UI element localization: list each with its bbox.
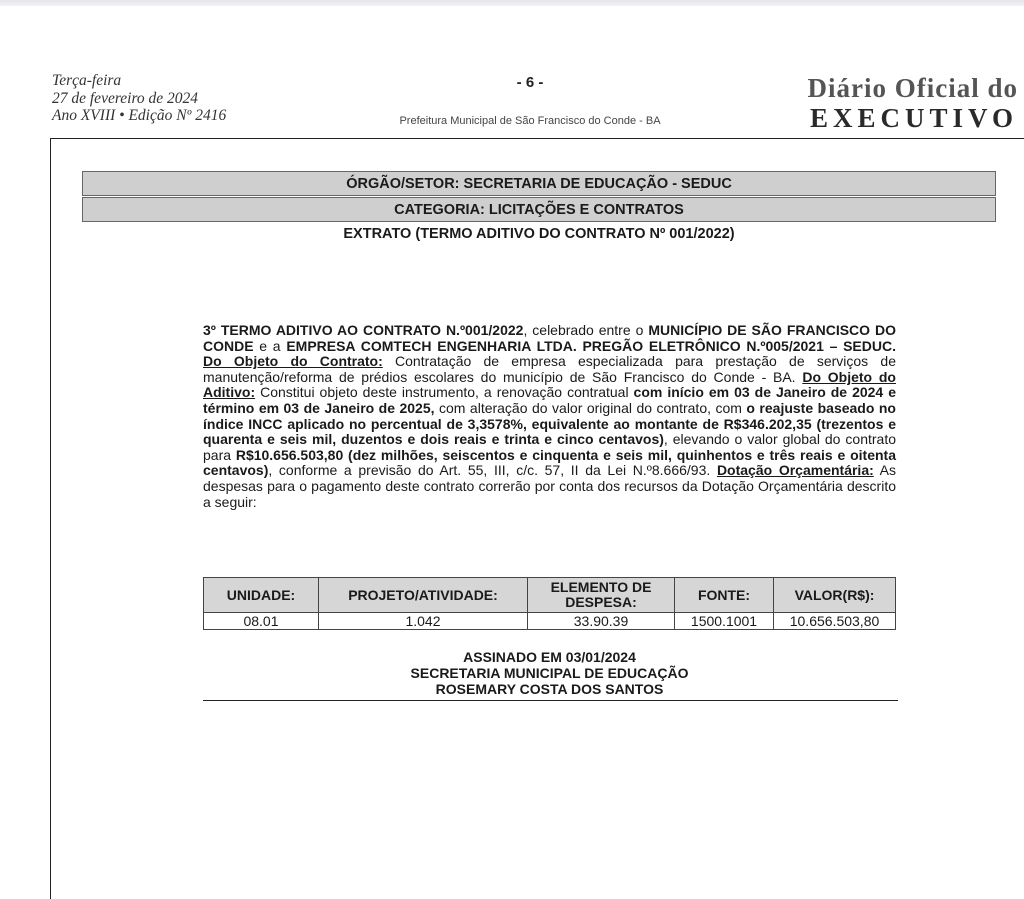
- municipality-name: Prefeitura Municipal de São Francisco do Conde - BA: [399, 115, 661, 127]
- publication-brand: [808, 73, 1018, 133]
- body-text-segment: e a: [253, 337, 287, 354]
- body-text-segment: , celebrado entre o: [523, 322, 649, 338]
- contract-extract-body: [203, 323, 896, 510]
- table-cell: 08.01: [204, 613, 319, 630]
- budget-allocation-table: [203, 577, 896, 630]
- contract-object-label: Do Objeto do Contrato:: [203, 353, 383, 370]
- table-header-cell: FONTE:: [675, 578, 774, 613]
- table-header-row: [204, 578, 896, 613]
- header-weekday: Terça-feira: [52, 72, 122, 89]
- table-row: [204, 613, 896, 630]
- budget-allocation-label: Dotação Orçamentária:: [716, 462, 874, 479]
- body-text-segment: , conforme a previsão do Art. 55, III, c/c. 57, II da Lei N.º8.666/93.: [268, 462, 717, 479]
- extract-title: EXTRATO (TERMO ADITIVO DO CONTRATO Nº 001/2022): [343, 226, 735, 242]
- body-text-segment: As despesas para o pagamento deste contrato correrão por conta dos recursos da Dotação Orçamentária descrito a seguir:: [203, 462, 896, 510]
- readjustment-clause: o reajuste baseado no índice INCC aplicado no percentual de 3,3578%, equivalente ao montante de R$346.202,35 (trezentos e quarenta e seis mil, duzentos e dois reais e trinta e cinco centavos): [203, 399, 896, 448]
- page-number: - 6 -: [516, 74, 544, 91]
- body-text-segment: , elevando o valor global do contrato para: [203, 431, 896, 463]
- municipality-party: MUNICÍPIO DE SÃO FRANCISCO DO CONDE: [203, 322, 896, 354]
- brand-title-top: Diário Oficial do: [807, 73, 1018, 103]
- table-header-cell: PROJETO/ATIVIDADE:: [319, 578, 528, 613]
- header-date-block: [52, 72, 226, 125]
- table-header-cell: ELEMENTO DE DESPESA:: [528, 578, 675, 613]
- top-bar: [0, 0, 1024, 6]
- organ-heading: ÓRGÃO/SETOR: SECRETARIA DE EDUCAÇÃO - SEDUC: [82, 171, 996, 196]
- table-header-cell: UNIDADE:: [204, 578, 319, 613]
- body-text-segment: Constitui objeto deste instrumento, a renovação contratual: [255, 384, 634, 401]
- amendment-title: 3º TERMO ADITIVO AO CONTRATO N.º001/2022: [203, 322, 524, 338]
- table-cell: 10.656.503,80: [774, 613, 896, 630]
- category-heading: CATEGORIA: LICITAÇÕES E CONTRATOS: [82, 197, 996, 222]
- content-frame: [50, 138, 1024, 899]
- brand-title-bottom: EXECUTIVO: [810, 103, 1018, 133]
- body-text-segment: Contratação de empresa especializada para prestação de serviços de manutenção/reforma de prédios escolares do município de São Francisco do Conde - BA.: [203, 353, 896, 385]
- table-cell: 33.90.39: [528, 613, 675, 630]
- signature-block: [203, 649, 896, 697]
- signature-department: SECRETARIA MUNICIPAL DE EDUCAÇÃO: [410, 665, 689, 681]
- header-date: 27 de fevereiro de 2024: [52, 89, 199, 107]
- body-text-segment: com alteração do valor original do contrato, com: [434, 399, 747, 416]
- signatory-name: ROSEMARY COSTA DOS SANTOS: [435, 681, 664, 697]
- table-cell: 1500.1001: [675, 613, 774, 630]
- global-value: R$10.656.503,80 (dez milhões, seiscentos e cinquenta e seis mil, quinhentos e três reais e oitenta centavos): [203, 446, 896, 479]
- table-cell: 1.042: [319, 613, 528, 630]
- table-header-cell: VALOR(R$):: [774, 578, 896, 613]
- header-edition: Ano XVIII • Edição Nº 2416: [52, 107, 227, 124]
- header-center: [370, 74, 690, 127]
- company-party: EMPRESA COMTECH ENGENHARIA LTDA. PREGÃO ELETRÔNICO N.º005/2021 – SEDUC.: [286, 337, 896, 354]
- signature-date: ASSINADO EM 03/01/2024: [463, 649, 636, 665]
- signature-rule: [203, 700, 898, 701]
- term-period: com início em 03 de Janeiro de 2024 e término em 03 de Janeiro de 2025,: [203, 384, 896, 416]
- amendment-object-label: Do Objeto do Aditivo:: [203, 368, 896, 401]
